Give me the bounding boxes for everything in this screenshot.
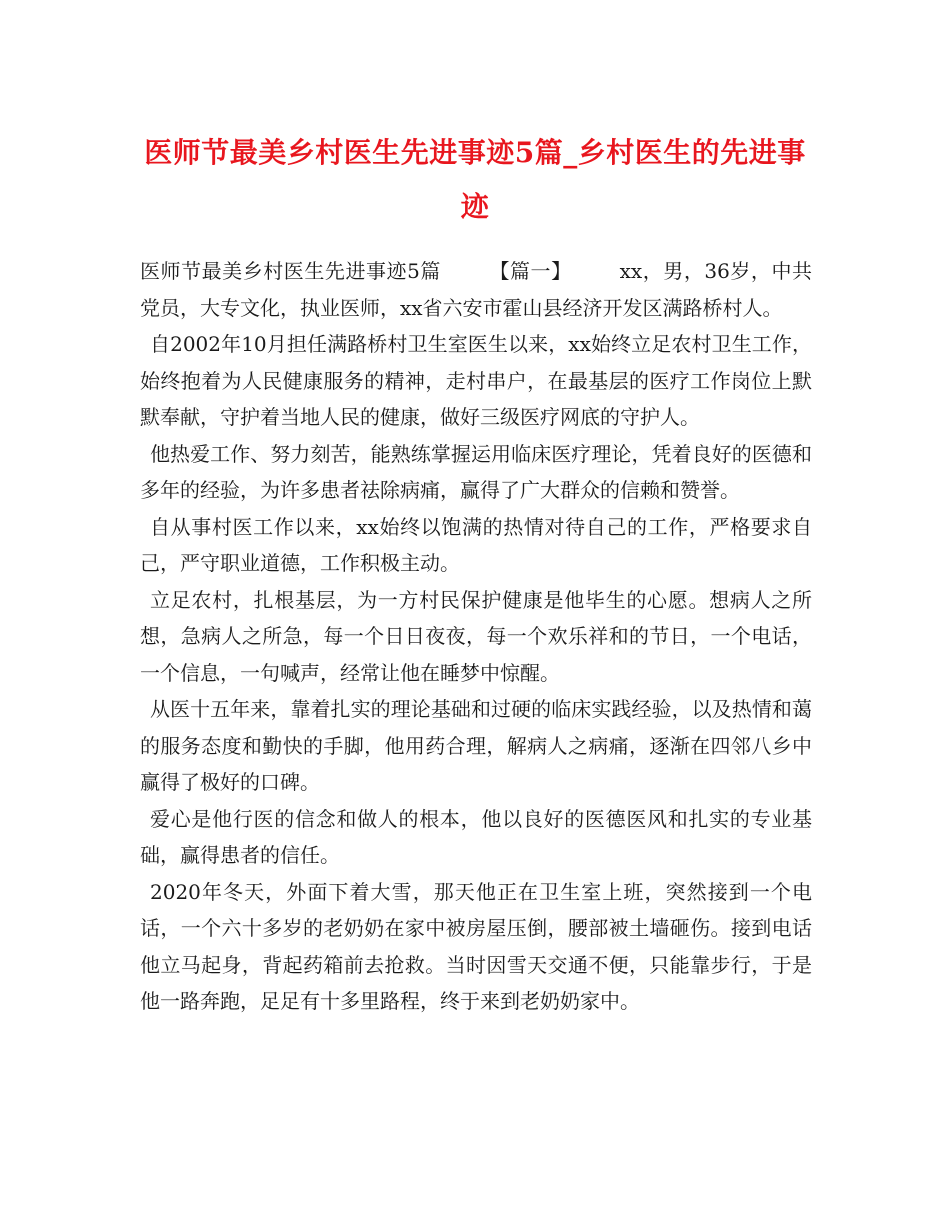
body-paragraph: 立足农村，扎根基层，为一方村民保护健康是他毕生的心愿。想病人之所想，急病人之所急，每一个日日夜夜，每一个欢乐祥和的节日，一个电话，一个信息，一句喊声，经常让他在睡梦中惊醒。 xyxy=(140,587,812,685)
document-title: 医师节最美乡村医生先进事迹5篇_乡村医生的先进事迹 xyxy=(144,136,806,223)
intro-text: xx，男，36岁，中共党员，大专文化，执业医师，xx省六安市霍山县经济开发区满路桥村人。 xyxy=(140,259,813,320)
body-paragraph: 爱心是他行医的信念和做人的根本，他以良好的医德医风和扎实的专业基础，赢得患者的信任。 xyxy=(140,806,812,867)
section-label: 【篇一】 xyxy=(488,259,572,283)
intro-paragraph xyxy=(140,253,812,326)
body-paragraph: 自从事村医工作以来，xx始终以饱满的热情对待自己的工作，严格要求自己，严守职业道德，工作积极主动。 xyxy=(140,514,812,575)
intro-heading: 医师节最美乡村医生先进事迹5篇 xyxy=(140,259,441,283)
body-paragraph: 自2002年10月担任满路桥村卫生室医生以来，xx始终立足农村卫生工作，始终抱着为人民健康服务的精神，走村串户，在最基层的医疗工作岗位上默默奉献，守护着当地人民的健康，做好三级医疗网底的守护人。 xyxy=(140,332,812,429)
body-paragraph: 2020年冬天，外面下着大雪，那天他正在卫生室上班，突然接到一个电话，一个六十多岁的老奶奶在家中被房屋压倒，腰部被土墙砸伤。接到电话他立马起身，背起药箱前去抢救。当时因雪天交通不便，只能靠步行，于是他一路奔跑，足足有十多里路程，终于来到老奶奶家中。 xyxy=(140,879,812,1013)
body-paragraph: 从医十五年来，靠着扎实的理论基础和过硬的临床实践经验，以及热情和蔼的服务态度和勤快的手脚，他用药合理，解病人之病痛，逐渐在四邻八乡中赢得了极好的口碑。 xyxy=(140,697,812,794)
document-body xyxy=(140,253,812,1020)
body-paragraph: 他热爱工作、努力刻苦，能熟练掌握运用临床医疗理论，凭着良好的医德和多年的经验，为许多患者祛除病痛，赢得了广大群众的信赖和赞誉。 xyxy=(140,441,812,502)
